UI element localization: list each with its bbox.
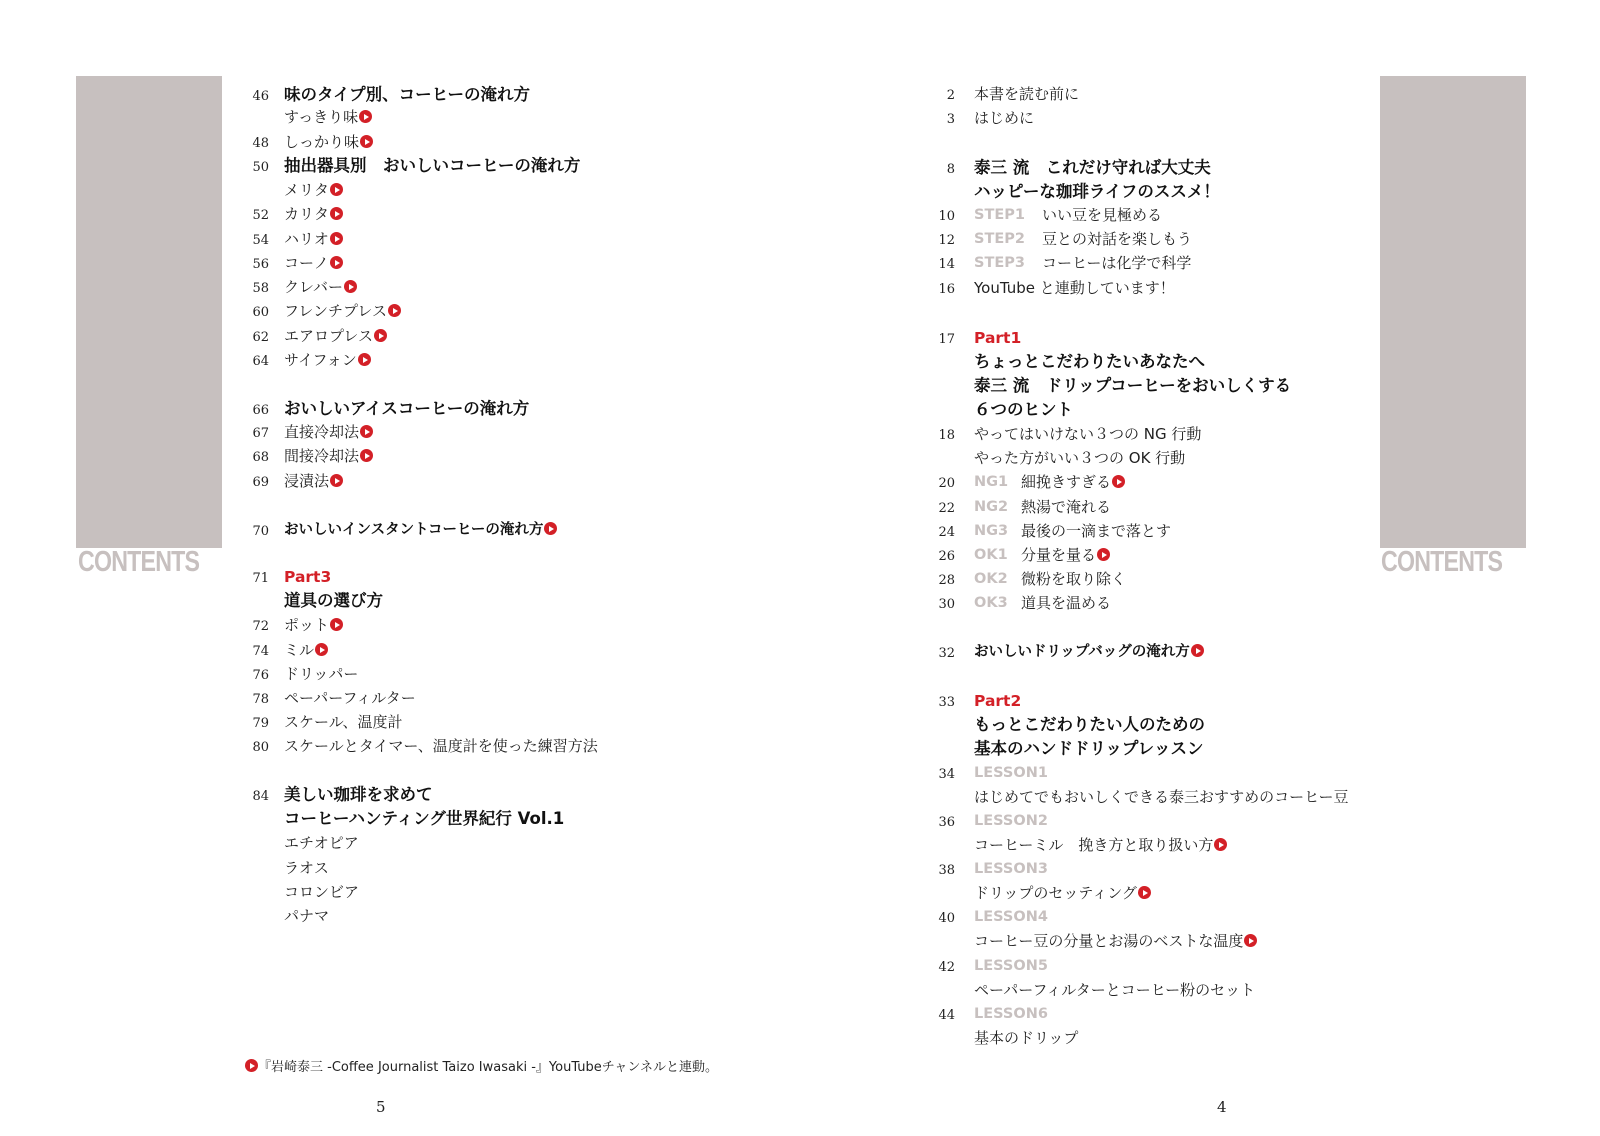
youtube-play-icon[interactable]: [330, 232, 343, 245]
entry-title: ポット: [284, 616, 330, 634]
entry-text: [284, 421, 373, 443]
entry-text: [284, 735, 598, 757]
page-ref: 71: [252, 571, 269, 586]
entry-title: おいしいアイスコーヒーの淹れ方: [284, 399, 530, 418]
page-ref: 33: [938, 695, 955, 710]
page-ref: 68: [252, 450, 269, 465]
entry-text: [1042, 228, 1192, 250]
entry-text: [284, 881, 359, 903]
page-ref: 69: [252, 475, 269, 490]
entry-title: 泰三 流 ドリップコーヒーをおいしくする: [974, 376, 1292, 395]
page-ref: 76: [252, 668, 269, 683]
section-label: LESSON3: [974, 861, 1048, 877]
entry-title: カリタ: [284, 205, 330, 223]
entry-text: [974, 641, 1204, 663]
entry-text: [284, 519, 557, 541]
left-contents-band: [76, 76, 222, 548]
entry-text: [284, 470, 343, 492]
youtube-play-icon[interactable]: [1214, 838, 1227, 851]
youtube-play-icon[interactable]: [1138, 886, 1151, 899]
section-label: STEP1: [974, 207, 1025, 223]
page-ref: 36: [938, 815, 955, 830]
entry-title: コーヒーミル 挽き方と取り扱い方: [974, 836, 1214, 854]
entry-title: しっかり味: [284, 133, 360, 151]
footnote: [244, 1056, 718, 1075]
entry-title: コーヒーハンティング世界紀行 Vol.1: [284, 809, 565, 828]
page-ref: 50: [252, 160, 269, 175]
entry-title: 泰三 流 これだけ守れば大丈夫: [974, 158, 1211, 177]
page-ref: 58: [252, 281, 269, 296]
entry-title: スケールとタイマー、温度計を使った練習方法: [284, 737, 598, 755]
entry-title: おいしいインスタントコーヒーの淹れ方: [284, 522, 544, 538]
entry-title: エアロプレス: [284, 327, 373, 345]
page-ref: 46: [252, 89, 269, 104]
youtube-play-icon[interactable]: [358, 353, 371, 366]
entry-text: [284, 84, 530, 106]
entry-title: ドリッパー: [284, 665, 359, 683]
page-ref: 84: [252, 789, 269, 804]
entry-text: [974, 157, 1211, 179]
entry-title: ハッピーな珈琲ライフのススメ！: [974, 182, 1220, 201]
entry-text: [284, 155, 580, 177]
section-label: STEP2: [974, 231, 1025, 247]
page-ref: 38: [938, 863, 955, 878]
page-ref: 12: [938, 233, 955, 248]
entry-title: もっとこだわりたい人のための: [974, 715, 1205, 734]
entry-text: [284, 905, 329, 927]
page-ref: 18: [938, 428, 955, 443]
page-ref: 60: [252, 305, 269, 320]
entry-text: [284, 398, 529, 420]
page-ref: 72: [252, 619, 269, 634]
youtube-play-icon[interactable]: [1097, 548, 1110, 561]
entry-text: [284, 566, 331, 588]
entry-text: [974, 834, 1227, 856]
entry-title: コーヒーは化学で科学: [1042, 254, 1192, 272]
entry-title: 本書を読む前に: [974, 85, 1080, 103]
page-ref: 74: [252, 644, 269, 659]
entry-title: ペーパーフィルター: [284, 689, 416, 707]
entry-title: フレンチプレス: [284, 302, 387, 320]
page-ref: 78: [252, 692, 269, 707]
entry-title: YouTube と連動しています！: [974, 279, 1175, 297]
entry-title: コロンビア: [284, 883, 360, 901]
entry-text: [284, 131, 373, 153]
section-label: OK3: [974, 595, 1008, 611]
youtube-play-icon[interactable]: [344, 280, 357, 293]
right-contents-label: CONTENTS: [1381, 546, 1503, 578]
section-label: OK1: [974, 547, 1008, 563]
youtube-play-icon[interactable]: [360, 449, 373, 462]
entry-text: [284, 300, 401, 322]
entry-title: はじめに: [974, 109, 1035, 127]
entry-text: [284, 832, 359, 854]
entry-title: はじめてでもおいしくできる泰三おすすめのコーヒー豆: [974, 788, 1349, 806]
section-label: STEP3: [974, 255, 1025, 271]
entry-title: 直接冷却法: [284, 423, 360, 441]
section-label: LESSON4: [974, 909, 1048, 925]
entry-text: [974, 1027, 1078, 1049]
entry-title: 間接冷却法: [284, 447, 360, 465]
entry-title: 美しい珈琲を求めて: [284, 785, 433, 804]
page-ref: 64: [252, 354, 269, 369]
entry-text: [974, 979, 1255, 1001]
entry-text: [284, 663, 358, 685]
entry-text: [1021, 544, 1110, 566]
section-label: NG1: [974, 474, 1009, 490]
play-icon: [245, 1059, 258, 1072]
page-ref: 17: [938, 332, 955, 347]
entry-text: [284, 711, 403, 733]
entry-title: パナマ: [284, 907, 330, 925]
section-label: LESSON2: [974, 813, 1048, 829]
page-ref: 26: [938, 549, 955, 564]
section-label: NG3: [974, 523, 1009, 539]
entry-text: [1042, 204, 1162, 226]
entry-title: エチオピア: [284, 834, 359, 852]
entry-title: メリタ: [284, 181, 330, 199]
entry-title: ハリオ: [284, 230, 329, 248]
page-ref: 22: [938, 501, 955, 516]
entry-title: 基本のハンドドリップレッスン: [974, 739, 1204, 758]
page-ref: 66: [252, 403, 269, 418]
entry-title: ６つのヒント: [974, 400, 1073, 419]
entry-title: 分量を量る: [1021, 546, 1097, 564]
page-ref: 44: [938, 1008, 955, 1023]
left-page-number: 5: [376, 1098, 386, 1116]
entry-text: [974, 181, 1220, 203]
youtube-play-icon[interactable]: [388, 304, 401, 317]
entry-text: [284, 203, 343, 225]
entry-title: ドリップのセッティング: [974, 884, 1137, 902]
entry-title: 微粉を取り除く: [1021, 570, 1127, 588]
entry-text: [284, 349, 371, 371]
entry-text: [284, 252, 343, 274]
entry-title: コーノ: [284, 254, 329, 272]
entry-text: [284, 687, 416, 709]
youtube-play-icon[interactable]: [330, 618, 343, 631]
entry-text: [284, 590, 383, 612]
entry-text: [974, 277, 1175, 299]
entry-text: [974, 423, 1201, 445]
entry-title: 道具を温める: [1021, 594, 1112, 612]
page-ref: 56: [252, 257, 269, 272]
entry-text: [974, 714, 1205, 736]
entry-text: [1042, 252, 1191, 274]
page-ref: 30: [938, 597, 955, 612]
page-ref: 42: [938, 960, 955, 975]
page-ref: 8: [946, 162, 955, 177]
left-contents-label: CONTENTS: [78, 546, 200, 578]
entry-title: ミル: [284, 641, 315, 659]
entry-title: ラオス: [284, 859, 329, 877]
entry-title: 細挽きすぎる: [1021, 473, 1112, 491]
entry-title: やってはいけない３つの NG 行動: [974, 425, 1202, 443]
page-ref: 34: [938, 767, 955, 782]
youtube-play-icon[interactable]: [330, 183, 343, 196]
page-ref: 14: [938, 257, 955, 272]
footnote-text: 『岩崎泰三 -Coffee Journalist Taizo Iwasaki -』YouTubeチャンネルと連動。: [258, 1060, 719, 1075]
youtube-play-icon[interactable]: [1244, 934, 1257, 947]
entry-text: [974, 738, 1204, 760]
youtube-play-icon[interactable]: [360, 135, 373, 148]
entry-title: 浸漬法: [284, 472, 330, 490]
section-label: LESSON1: [974, 765, 1048, 781]
page-ref: 48: [252, 136, 269, 151]
entry-text: [1021, 520, 1171, 542]
entry-title: ちょっとこだわりたいあなたへ: [974, 352, 1205, 371]
entry-text: [974, 882, 1151, 904]
entry-title: ペーパーフィルターとコーヒー粉のセット: [974, 981, 1256, 999]
page-ref: 20: [938, 476, 955, 491]
page-ref: 2: [946, 88, 955, 103]
entry-text: [974, 447, 1185, 469]
entry-text: [974, 83, 1079, 105]
entry-text: [284, 614, 343, 636]
youtube-play-icon[interactable]: [330, 207, 343, 220]
entry-text: [284, 639, 328, 661]
entry-title: やった方がいい３つの OK 行動: [974, 449, 1186, 467]
page-ref: 16: [938, 282, 955, 297]
entry-text: [284, 857, 329, 879]
youtube-play-icon[interactable]: [360, 425, 373, 438]
entry-title: 熱湯で淹れる: [1021, 498, 1112, 516]
youtube-play-icon[interactable]: [1112, 475, 1125, 488]
entry-text: [284, 808, 564, 830]
entry-text: [1021, 592, 1111, 614]
entry-title: 最後の一滴まで落とす: [1021, 522, 1172, 540]
youtube-play-icon[interactable]: [330, 256, 343, 269]
entry-text: [1021, 496, 1111, 518]
page-ref: 40: [938, 911, 955, 926]
entry-title: クレバー: [284, 278, 343, 296]
entry-title: サイフォン: [284, 351, 357, 369]
youtube-play-icon[interactable]: [1191, 644, 1204, 657]
entry-text: [974, 399, 1073, 421]
entry-title: 抽出器具別 おいしいコーヒーの淹れ方: [284, 156, 581, 175]
youtube-play-icon[interactable]: [359, 110, 372, 123]
entry-text: [974, 351, 1205, 373]
page-ref: 10: [938, 209, 955, 224]
page-ref: 70: [252, 524, 269, 539]
entry-title: 基本のドリップ: [974, 1029, 1079, 1047]
page-ref: 28: [938, 573, 955, 588]
section-label: NG2: [974, 499, 1009, 515]
page-ref: 79: [252, 716, 269, 731]
entry-title: 道具の選び方: [284, 591, 383, 610]
right-page-number: 4: [1217, 1098, 1227, 1116]
entry-text: [974, 327, 1021, 349]
entry-title: Part3: [284, 568, 332, 586]
youtube-play-icon[interactable]: [544, 522, 557, 535]
youtube-play-icon[interactable]: [315, 643, 328, 656]
page-ref: 80: [252, 740, 269, 755]
page-ref: 67: [252, 426, 269, 441]
section-label: LESSON5: [974, 958, 1048, 974]
entry-title: 味のタイプ別、コーヒーの淹れ方: [284, 85, 531, 104]
page-ref: 54: [252, 233, 269, 248]
entry-text: [974, 930, 1257, 952]
entry-text: [974, 786, 1349, 808]
entry-title: コーヒー豆の分量とお湯のベストな温度: [974, 932, 1244, 950]
entry-title: Part2: [974, 692, 1022, 710]
right-contents-band: [1380, 76, 1526, 548]
page-ref: 32: [938, 646, 955, 661]
entry-text: [284, 179, 343, 201]
entry-title: Part1: [974, 329, 1022, 347]
page-ref: 52: [252, 208, 269, 223]
entry-text: [974, 375, 1291, 397]
entry-title: いい豆を見極める: [1042, 206, 1163, 224]
entry-title: スケール、温度計: [284, 713, 403, 731]
entry-text: [284, 445, 373, 467]
entry-text: [284, 325, 387, 347]
entry-text: [974, 690, 1021, 712]
entry-title: おいしいドリップバッグの淹れ方: [974, 644, 1190, 660]
entry-text: [1021, 471, 1125, 493]
section-label: LESSON6: [974, 1006, 1048, 1022]
entry-title: 豆との対話を楽しもう: [1042, 230, 1193, 248]
entry-text: [284, 784, 433, 806]
youtube-play-icon[interactable]: [330, 474, 343, 487]
entry-title: すっきり味: [284, 108, 359, 126]
page-ref: 3: [946, 112, 955, 127]
youtube-play-icon[interactable]: [374, 329, 387, 342]
page-ref: 24: [938, 525, 955, 540]
entry-text: [284, 106, 372, 128]
entry-text: [284, 228, 343, 250]
entry-text: [284, 276, 357, 298]
entry-text: [1021, 568, 1126, 590]
entry-text: [974, 107, 1034, 129]
page-ref: 62: [252, 330, 269, 345]
section-label: OK2: [974, 571, 1008, 587]
